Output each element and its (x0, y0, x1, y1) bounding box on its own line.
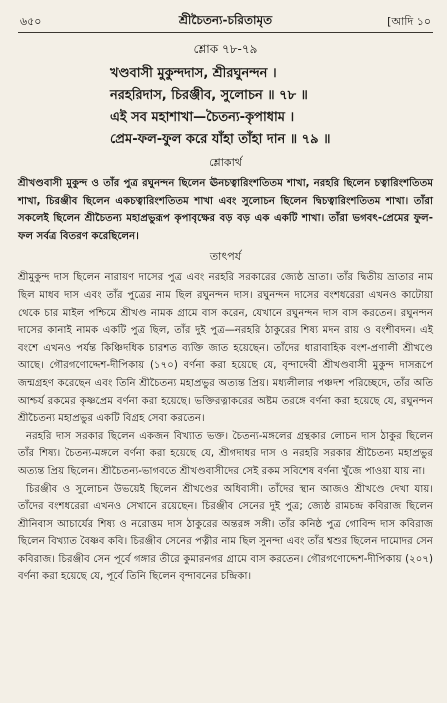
translation-line: শ্রীখণ্ডবাসী মুকুন্দ ও তাঁর পুত্র রঘুনন্দন ছিলেন ঊনচত্বারিংশতিতম শাখা, নরহরি ছিলেন (18, 178, 371, 189)
purport-line: বিগ্রহ সেবা করতেন। (122, 413, 205, 425)
purport-paragraph-2 (18, 428, 433, 481)
purport-line: চিরঞ্জীব সেনের পত্নীর নাম ছিল সুনন্দা এবং তাঁর শ্বশুর ছিলেন দামোদর সেন কবিরাজ। (18, 536, 433, 565)
verse-text (110, 63, 433, 151)
purport-line: দ্বিতীয় ভ্রাতার নাম ছিল মাধব দাস এবং তাঁর পুত্রের নাম ছিল রঘুনন্দন দাস। রঘুনন্দন (18, 272, 433, 301)
purport-paragraph-3 (18, 481, 433, 587)
page-number: ৬৫০ (20, 15, 42, 28)
purport-line: ভক্তিরত্নাকরের অষ্টম তরঙ্গে বর্ণনা করা হয়েছে যে, রঘুনন্দন শ্রীচৈতন্য মহাপ্রভুর একটি (18, 395, 433, 425)
translation-line: বড় এক একটি শাখা। তাঁরা ভগবৎ-প্রেমের ফুল-ফল সর্বত্র বিতরণ করেছিলেন। (18, 213, 433, 242)
translation-line: দ্বিচত্বারিংশতিতম শাখা। তাঁরা সকলেই ছিলেন শ্রীচৈতন্য মহাপ্রভুরূপ কৃপাবৃক্ষের বড় (18, 195, 433, 225)
purport-line: পর্যন্ত কিঞ্চিদধিক চারশত ব্যক্তি জাত হয়েছেন। তাঁদের ধারাবাহিক বংশ-প্রণালী শ্রীখণ্ডে (76, 342, 433, 354)
running-title: শ্রীচৈতন্য-চরিতামৃত (178, 13, 273, 27)
purport-line: চিরঞ্জীব ও সুলোচন উভয়েই ছিলেন শ্রীখণ্ডের অধিবাসী। তাঁদের স্থান আজও (26, 483, 350, 495)
purport-line: করেন, যেখানে রঘুনন্দন দাস বাস করতেন। রঘুনন্দন দাসের কানাই নামক একটি পুত্র (18, 307, 433, 337)
book-page (18, 10, 433, 695)
purport-line: শ্রীমুকুন্দ দাস ছিলেন নারায়ণ দাসের পুত্র এবং নরহরি সরকারের জ্যেষ্ঠ ভ্রাতা। তাঁর (18, 272, 354, 284)
verse-line: প্রেম-ফল-ফুল করে যাঁহা তাঁহা দান ॥ ৭৯ ॥ (110, 132, 331, 147)
purport-line: ও নরহরি সরকার শ্রীচৈতন্য মহাপ্রভুর অত্যন্ত প্রিয় ছিলেন। শ্রীচৈতন্য-ভাগবতে (18, 448, 433, 477)
purport-line: দুই পুত্র; জ্যেষ্ঠ রামচন্দ্র কবিরাজ ছিলেন শ্রীনিবাস আচার্যের শিষ্য ও নরোত্তম দাস ঠাকুরের (18, 501, 433, 530)
purport-line: শ্রীখণ্ডবাসীদের সেই রকম সবিশেষ বর্ণনা খুঁজে পাওয়া যায় না। (179, 465, 426, 477)
purport-line: মুকুন্দ দাসরূপে জন্মগ্রহণ করেছেন এবং তিনি শ্রীচৈতন্য মহাপ্রভুর অত্যন্ত প্রিয়। (18, 360, 433, 389)
purport-heading: তাৎপর্য (209, 250, 242, 264)
translation-heading: শ্লোকার্থ (209, 156, 242, 169)
purport-line: শ্রীখণ্ডে দেখা যায়। তাঁদের বংশধরেরা এখনও সেখানে রয়েছেন। চিরঞ্জীব সেনের (18, 483, 434, 513)
purport-line: নরহরি দাস সরকার ছিলেন একজন বিখ্যাত ভক্ত। চৈতন্য-মঙ্গলের গ্রন্থকার লোচন (26, 430, 357, 442)
purport-line: অন্তরঙ্গ সঙ্গী। তাঁর কনিষ্ঠ পুত্র গোবিন্দ দাস কবিরাজ ছিলেন বিখ্যাত বৈষ্ণব কবি। (18, 518, 433, 548)
purport-line: দাসের বংশধরেরা এখনও কাটোয়া থেকে চার মাইল পশ্চিমে শ্রীখণ্ড নামক গ্রামে বাস (18, 289, 433, 319)
translation-line: চত্বারিংশতিতম শাখা, চিরঞ্জীব ছিলেন একচত্বারিংশতিতম শাখা এবং সুলোচন ছিলেন (18, 178, 433, 207)
purport-line: ছিল, তাঁর দুই পুত্র—নরহরি ঠাকুরের শিষ্য মদন রায় ও বংশীবদন। এই বংশে এখনও (18, 325, 433, 354)
verse-heading: শ্লোক ৭৮-৭৯ (193, 42, 258, 56)
verse-line: নরহরিদাস, চিরঞ্জীব, সুলোচন ॥ ৭৮ ॥ (110, 88, 308, 103)
purport-paragraph-1 (18, 269, 433, 427)
verse-line: খণ্ডবাসী মুকুন্দদাস, শ্রীরঘুনন্দন । (110, 66, 277, 81)
purport-line: আছে। গৌরগণোদ্দেশ-দীপিকায় (১৭০) বর্ণনা করা হয়েছে যে, বৃন্দাদেবী শ্রীখণ্ডবাসী (18, 360, 368, 372)
purport-line: মধ্যলীলার পঞ্চদশ পরিচ্ছেদে, তাঁর অতি আশ্চর্য রকমের কৃষ্ণপ্রেম বর্ণনা করা হয়েছে। (18, 377, 433, 407)
verse-line: এই সব মহাশাখা—চৈতন্য-কৃপাধাম । (110, 110, 295, 125)
page-header (18, 10, 433, 33)
purport-line: দাস ঠাকুর ছিলেন তাঁর শিষ্য। চৈতন্য-মঙ্গলে বর্ণনা করা হয়েছে যে, শ্রীগদাধর দাস (18, 430, 433, 460)
purport-line: (২০৭) বর্ণনা করা হয়েছে যে, পূর্বে তিনি ছিলেন বৃন্দাবনের চন্দ্রিকা। (18, 553, 433, 583)
translation-paragraph (18, 175, 433, 245)
chapter-reference: [আদি ১০ (387, 15, 431, 28)
purport-line: চিরঞ্জীব সেন পূর্বে গঙ্গার তীরে কুমারনগর গ্রামে বাস করতেন। গৌরগণোদ্দেশ-দীপিকায় (58, 553, 402, 565)
